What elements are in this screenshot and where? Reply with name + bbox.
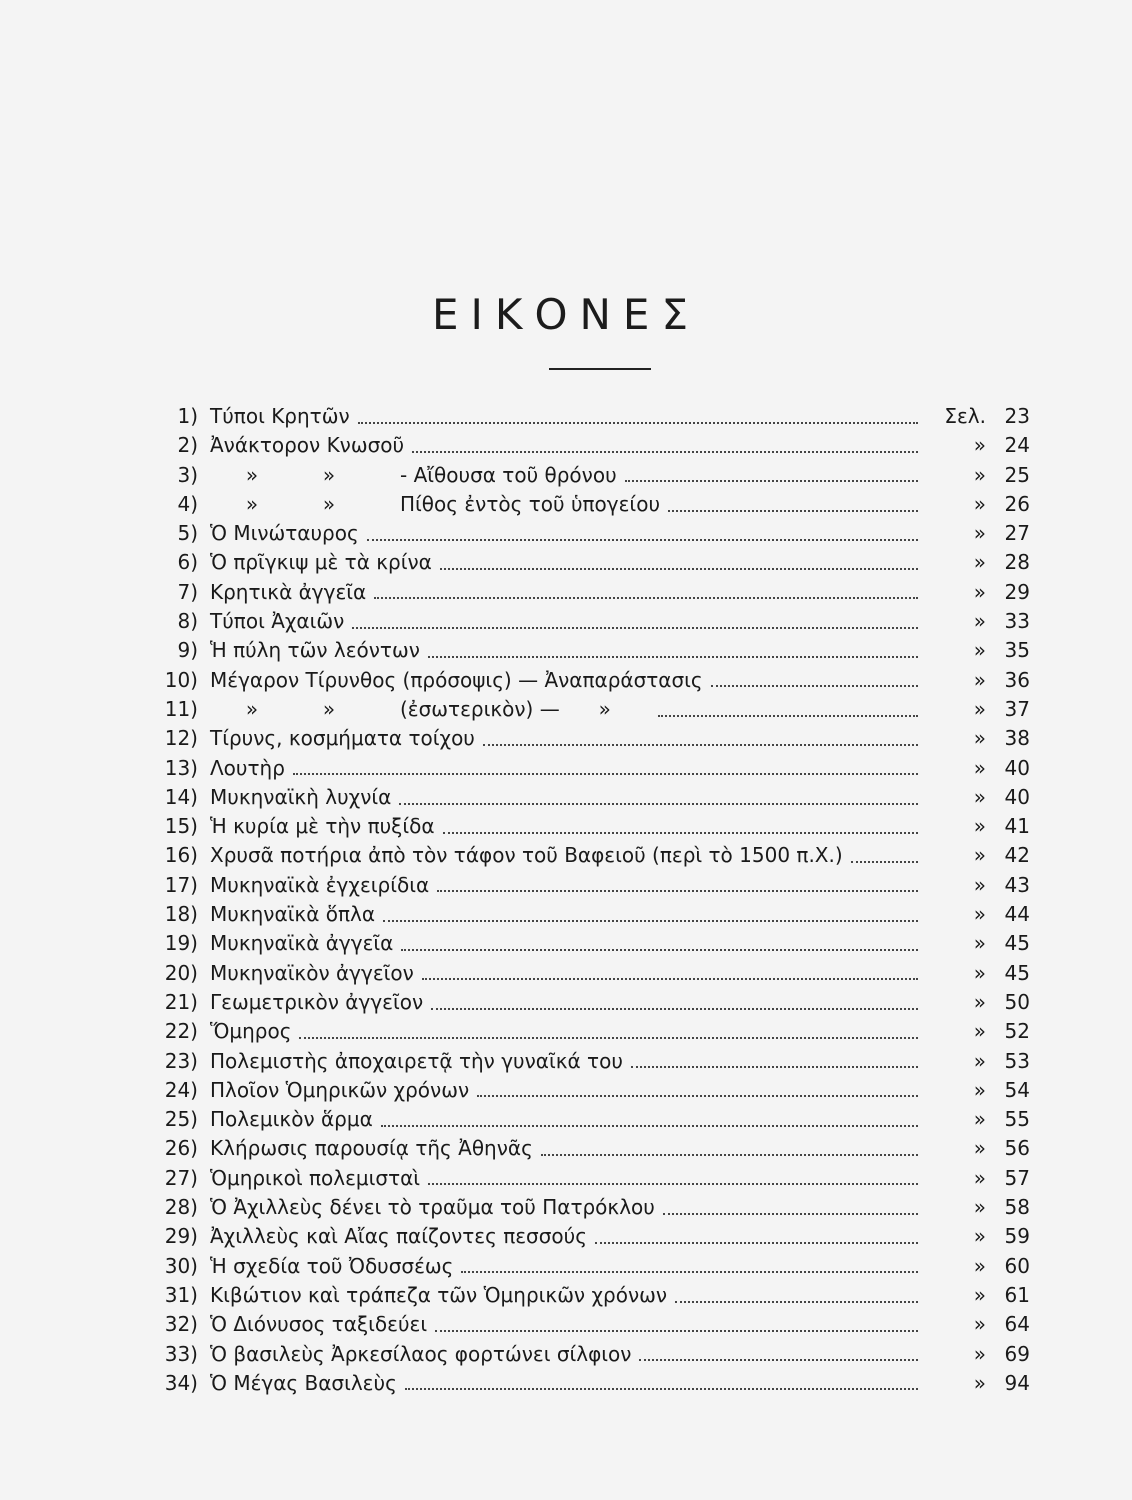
figure-entry <box>140 841 1030 870</box>
caption-text: Ὁ Μινώταυρος <box>210 521 359 546</box>
title-divider <box>549 368 651 370</box>
page-marker: » <box>973 1136 986 1161</box>
page-marker: » <box>973 755 986 780</box>
page-number: 24 <box>1004 433 1030 458</box>
figure-caption <box>198 1281 667 1310</box>
page-number: 45 <box>1004 931 1030 956</box>
figure-entry <box>140 1252 1030 1281</box>
page-marker: » <box>973 843 986 868</box>
dot-leader <box>625 480 918 482</box>
page-marker: » <box>973 784 986 809</box>
figure-entry <box>140 636 1030 665</box>
page-marker: » <box>973 931 986 956</box>
figure-caption <box>198 1252 453 1281</box>
dot-leader <box>639 1359 918 1361</box>
page-number: 58 <box>1004 1195 1030 1220</box>
figure-caption <box>198 724 475 753</box>
page-number: 25 <box>1004 462 1030 487</box>
caption-text: Τίρυνς, κοσμήματα τοίχου <box>210 726 475 751</box>
figure-caption <box>198 636 420 665</box>
figure-caption <box>198 783 391 812</box>
page-marker: » <box>973 1077 986 1102</box>
caption-text: Κλήρωσις παρουσίᾳ τῆς Ἀθηνᾶς <box>210 1136 533 1161</box>
page-number: 29 <box>1004 579 1030 604</box>
caption-text: Ἡ κυρία μὲ τὴν πυξίδα <box>210 814 435 839</box>
page-number: 60 <box>1004 1253 1030 1278</box>
figure-entry <box>140 988 1030 1017</box>
dot-leader <box>367 539 918 541</box>
caption-text: Λουτὴρ <box>210 755 285 780</box>
caption-text: Ὅμηρος <box>210 1019 292 1044</box>
caption-text: Ἡ σχεδία τοῦ Ὀδυσσέως <box>210 1253 454 1278</box>
figure-number: 24) <box>164 1077 198 1102</box>
page-marker: » <box>973 902 986 927</box>
figure-entry <box>140 1193 1030 1222</box>
page-marker: » <box>973 550 986 575</box>
figure-number: 22) <box>164 1019 198 1044</box>
ditto-mark: » <box>245 462 259 487</box>
page-marker: » <box>973 960 986 985</box>
figure-caption <box>198 1105 373 1134</box>
figure-number: 1) <box>177 404 198 428</box>
page-marker: » <box>973 1341 986 1366</box>
figure-caption <box>198 1222 587 1251</box>
figure-number: 29) <box>164 1224 198 1249</box>
page-number: 50 <box>1004 989 1030 1014</box>
page-number: 53 <box>1004 1048 1030 1073</box>
dot-leader <box>658 715 918 717</box>
figure-entry <box>140 1047 1030 1076</box>
figure-number: 10) <box>164 667 198 692</box>
page-number: 94 <box>1004 1370 1030 1395</box>
ditto-mark: » <box>322 491 336 516</box>
page-number: 28 <box>1004 550 1030 575</box>
dot-leader <box>711 685 918 687</box>
figure-number: 8) <box>177 609 198 634</box>
figure-entry <box>140 1222 1030 1251</box>
figure-caption <box>198 519 359 548</box>
caption-text: Κρητικὰ ἀγγεῖα <box>210 579 367 604</box>
figure-entry <box>140 578 1030 607</box>
page-marker: » <box>973 814 986 839</box>
page-marker: » <box>973 667 986 692</box>
caption-text: Πίθος ἐντὸς τοῦ ὑπογείου <box>400 491 661 516</box>
figure-caption <box>198 1193 655 1222</box>
figure-caption <box>198 1164 420 1193</box>
figure-entry <box>140 871 1030 900</box>
figure-number: 4) <box>177 491 198 516</box>
dot-leader <box>443 832 918 834</box>
figure-number: 3) <box>177 462 198 487</box>
figure-entry <box>140 548 1030 577</box>
caption-text: (ἐσωτερικὸν) — <box>400 696 560 721</box>
caption-text: Πολεμικὸν ἅρμα <box>210 1107 373 1132</box>
page-marker: » <box>973 462 986 487</box>
page-number: 44 <box>1004 902 1030 927</box>
figure-entry <box>140 1164 1030 1193</box>
page-number: 61 <box>1004 1282 1030 1307</box>
figure-entry <box>140 607 1030 636</box>
page-marker: » <box>973 1195 986 1220</box>
figure-number: 16) <box>164 843 198 868</box>
caption-text: Ἀνάκτορον Κνωσοῦ <box>210 433 405 458</box>
figure-caption <box>198 695 650 724</box>
page-number: 55 <box>1004 1107 1030 1132</box>
figure-entry <box>140 1340 1030 1369</box>
figure-entry <box>140 519 1030 548</box>
page-marker: » <box>973 433 986 458</box>
caption-text: - Αἴθουσα τοῦ θρόνου <box>400 462 617 487</box>
figure-caption <box>198 812 435 841</box>
figure-caption <box>198 607 344 636</box>
ditto-mark: » <box>322 462 336 487</box>
caption-text: Μυκηναϊκὰ ἀγγεῖα <box>210 931 394 956</box>
caption-text: Μέγαρον Τίρυνθος (πρόσοψις) — Ἀναπαράστασις <box>210 667 703 692</box>
figure-entry <box>140 812 1030 841</box>
figure-caption <box>198 1310 427 1339</box>
page-marker: » <box>973 1312 986 1337</box>
dot-leader <box>381 1125 918 1127</box>
page-number: 56 <box>1004 1136 1030 1161</box>
figure-number: 25) <box>164 1107 198 1132</box>
caption-text: Ἡ πύλη τῶν λεόντων <box>210 638 420 663</box>
dot-leader <box>299 1037 918 1039</box>
figure-caption <box>198 578 366 607</box>
ditto-mark: » <box>598 696 611 721</box>
page-number: 27 <box>1004 521 1030 546</box>
figure-entry <box>140 1281 1030 1310</box>
caption-text: Χρυσᾶ ποτήρια ἀπὸ τὸν τάφον τοῦ Βαφειοῦ (περὶ τὸ 1500 π.Χ.) <box>210 843 843 868</box>
dot-leader <box>405 1388 918 1390</box>
dot-leader <box>461 1271 918 1273</box>
figure-caption <box>198 871 429 900</box>
figure-number: 30) <box>164 1253 198 1278</box>
dot-leader <box>675 1301 918 1303</box>
page-number: 52 <box>1004 1019 1030 1044</box>
page-marker: » <box>973 1224 986 1249</box>
figure-entry <box>140 929 1030 958</box>
figure-caption <box>198 841 843 870</box>
caption-text: Γεωμετρικὸν ἀγγεῖον <box>210 989 424 1014</box>
figure-caption <box>198 1369 397 1398</box>
caption-text: Μυκηναϊκὰ ὅπλα <box>210 902 376 927</box>
dot-leader <box>435 1330 918 1332</box>
page-number: 69 <box>1004 1341 1030 1366</box>
figure-entry <box>140 695 1030 724</box>
figure-caption <box>198 402 350 431</box>
page-marker: » <box>973 638 986 663</box>
figure-number: 27) <box>164 1165 198 1190</box>
figure-entry <box>140 1134 1030 1163</box>
caption-text: Μυκηναϊκὰ ἐγχειρίδια <box>210 872 430 897</box>
figure-caption <box>198 1047 623 1076</box>
figure-entry <box>140 1017 1030 1046</box>
figure-entry <box>140 461 1030 490</box>
figure-caption <box>198 548 432 577</box>
dot-leader <box>631 1066 918 1068</box>
dot-leader <box>595 1242 918 1244</box>
page-number: 43 <box>1004 872 1030 897</box>
page-number: 59 <box>1004 1224 1030 1249</box>
dot-leader <box>383 920 918 922</box>
page-number: 40 <box>1004 755 1030 780</box>
caption-text: Ἀχιλλεὺς καὶ Αἴας παίζοντες πεσσούς <box>210 1224 587 1249</box>
page-number: 38 <box>1004 726 1030 751</box>
page-marker: » <box>973 1165 986 1190</box>
figure-entry <box>140 1310 1030 1339</box>
page-number: 26 <box>1004 491 1030 516</box>
figure-entry <box>140 666 1030 695</box>
figure-number: 9) <box>177 638 198 663</box>
figure-number: 28) <box>164 1195 198 1220</box>
figure-entry <box>140 1076 1030 1105</box>
page-marker: » <box>973 1253 986 1278</box>
page-marker: » <box>973 1107 986 1132</box>
page-marker: » <box>973 609 986 634</box>
figure-entry <box>140 900 1030 929</box>
figure-entry <box>140 1369 1030 1398</box>
caption-text: Τύποι Ἀχαιῶν <box>210 609 345 634</box>
figure-number: 15) <box>164 814 198 839</box>
page-number: 57 <box>1004 1165 1030 1190</box>
figure-entry <box>140 490 1030 519</box>
page-number: 42 <box>1004 843 1030 868</box>
ditto-mark: » <box>322 696 336 721</box>
dot-leader <box>668 510 918 512</box>
figure-caption <box>198 754 285 783</box>
dot-leader <box>374 597 918 599</box>
figure-number: 2) <box>177 433 198 458</box>
caption-text: Ὁ βασιλεὺς Ἀρκεσίλαος φορτώνει σίλφιον <box>210 1341 632 1366</box>
page-marker: » <box>973 521 986 546</box>
figure-entry <box>140 783 1030 812</box>
caption-text: Ὁ Μέγας Βασιλεὺς <box>210 1370 397 1395</box>
caption-text: Ὁ Διόνυσος ταξιδεύει <box>210 1312 428 1337</box>
figure-number: 19) <box>164 931 198 956</box>
figure-entry <box>140 724 1030 753</box>
ditto-mark: » <box>245 696 259 721</box>
page-title: ΕΙΚΟΝΕΣ <box>431 290 701 339</box>
figure-entry <box>140 431 1030 460</box>
figure-caption <box>198 1340 631 1369</box>
figure-entry <box>140 959 1030 988</box>
dot-leader <box>541 1154 918 1156</box>
figure-caption <box>198 929 393 958</box>
page-marker: » <box>973 1370 986 1395</box>
page-marker: » <box>973 696 986 721</box>
page-number: 64 <box>1004 1312 1030 1337</box>
dot-leader <box>428 656 918 658</box>
figure-number: 11) <box>164 696 198 721</box>
page-number: 23 <box>1004 404 1030 428</box>
page-number: 54 <box>1004 1077 1030 1102</box>
page-number: 35 <box>1004 638 1030 663</box>
figure-number: 17) <box>164 872 198 897</box>
page-marker: » <box>973 989 986 1014</box>
dot-leader <box>483 744 918 746</box>
figure-caption <box>198 666 703 695</box>
page-marker: » <box>973 726 986 751</box>
figure-list <box>140 402 1030 1398</box>
page-number: 40 <box>1004 784 1030 809</box>
page-marker: » <box>973 872 986 897</box>
caption-text: Μυκηναϊκὴ λυχνία <box>210 784 392 809</box>
caption-text: Ὁ πρῖγκιψ μὲ τὰ κρίνα <box>210 550 432 575</box>
dot-leader <box>437 890 918 892</box>
page-number: 36 <box>1004 667 1030 692</box>
page-number: 37 <box>1004 696 1030 721</box>
caption-text: Ὁ Ἀχιλλεὺς δένει τὸ τραῦμα τοῦ Πατρόκλου <box>210 1195 655 1220</box>
figure-caption <box>198 431 404 460</box>
figure-number: 20) <box>164 960 198 985</box>
figure-entry <box>140 754 1030 783</box>
dot-leader <box>663 1213 918 1215</box>
page-marker: » <box>973 579 986 604</box>
page-marker: » <box>973 1019 986 1044</box>
figure-number: 32) <box>164 1312 198 1337</box>
figure-number: 7) <box>177 579 198 604</box>
figure-caption <box>198 461 617 490</box>
figure-number: 14) <box>164 784 198 809</box>
caption-text: Πολεμιστὴς ἀποχαιρετᾷ τὴν γυναῖκά του <box>210 1048 623 1073</box>
figure-number: 31) <box>164 1282 198 1307</box>
caption-text: Μυκηναϊκὸν ἀγγεῖον <box>210 960 414 985</box>
dot-leader <box>428 1183 918 1185</box>
figure-entry <box>140 1105 1030 1134</box>
dot-leader <box>401 949 918 951</box>
figure-number: 5) <box>177 521 198 546</box>
figure-caption <box>198 900 375 929</box>
dot-leader <box>399 803 918 805</box>
figure-caption <box>198 1076 469 1105</box>
caption-text: Πλοῖον Ὁμηρικῶν χρόνων <box>210 1077 470 1102</box>
dot-leader <box>352 627 918 629</box>
figure-number: 13) <box>164 755 198 780</box>
figure-caption <box>198 988 423 1017</box>
caption-text: Κιβώτιον καὶ τράπεζα τῶν Ὁμηρικῶν χρόνων <box>210 1282 668 1307</box>
figure-number: 33) <box>164 1341 198 1366</box>
figure-number: 34) <box>164 1370 198 1395</box>
dot-leader <box>358 422 918 424</box>
figure-number: 18) <box>164 902 198 927</box>
figure-number: 12) <box>164 726 198 751</box>
dot-leader <box>477 1095 918 1097</box>
dot-leader <box>422 978 918 980</box>
page-marker: Σελ. <box>944 404 986 428</box>
page-number: 45 <box>1004 960 1030 985</box>
figure-caption <box>198 1134 533 1163</box>
figure-entry <box>140 402 1030 431</box>
figure-caption <box>198 490 660 519</box>
caption-text: Τύποι Κρητῶν <box>210 404 350 428</box>
dot-leader <box>431 1008 918 1010</box>
ditto-mark: » <box>245 491 259 516</box>
page-number: 41 <box>1004 814 1030 839</box>
caption-text: Ὁμηρικοὶ πολεμισταὶ <box>210 1165 421 1190</box>
figure-caption <box>198 1017 291 1046</box>
page-marker: » <box>973 491 986 516</box>
dot-leader <box>293 773 918 775</box>
dot-leader <box>851 861 918 863</box>
dot-leader <box>440 568 918 570</box>
figure-number: 26) <box>164 1136 198 1161</box>
figure-number: 23) <box>164 1048 198 1073</box>
page-marker: » <box>973 1282 986 1307</box>
figure-number: 6) <box>177 550 198 575</box>
dot-leader <box>412 451 918 453</box>
figure-caption <box>198 959 414 988</box>
page-marker: » <box>973 1048 986 1073</box>
page-number: 33 <box>1004 609 1030 634</box>
figure-number: 21) <box>164 989 198 1014</box>
